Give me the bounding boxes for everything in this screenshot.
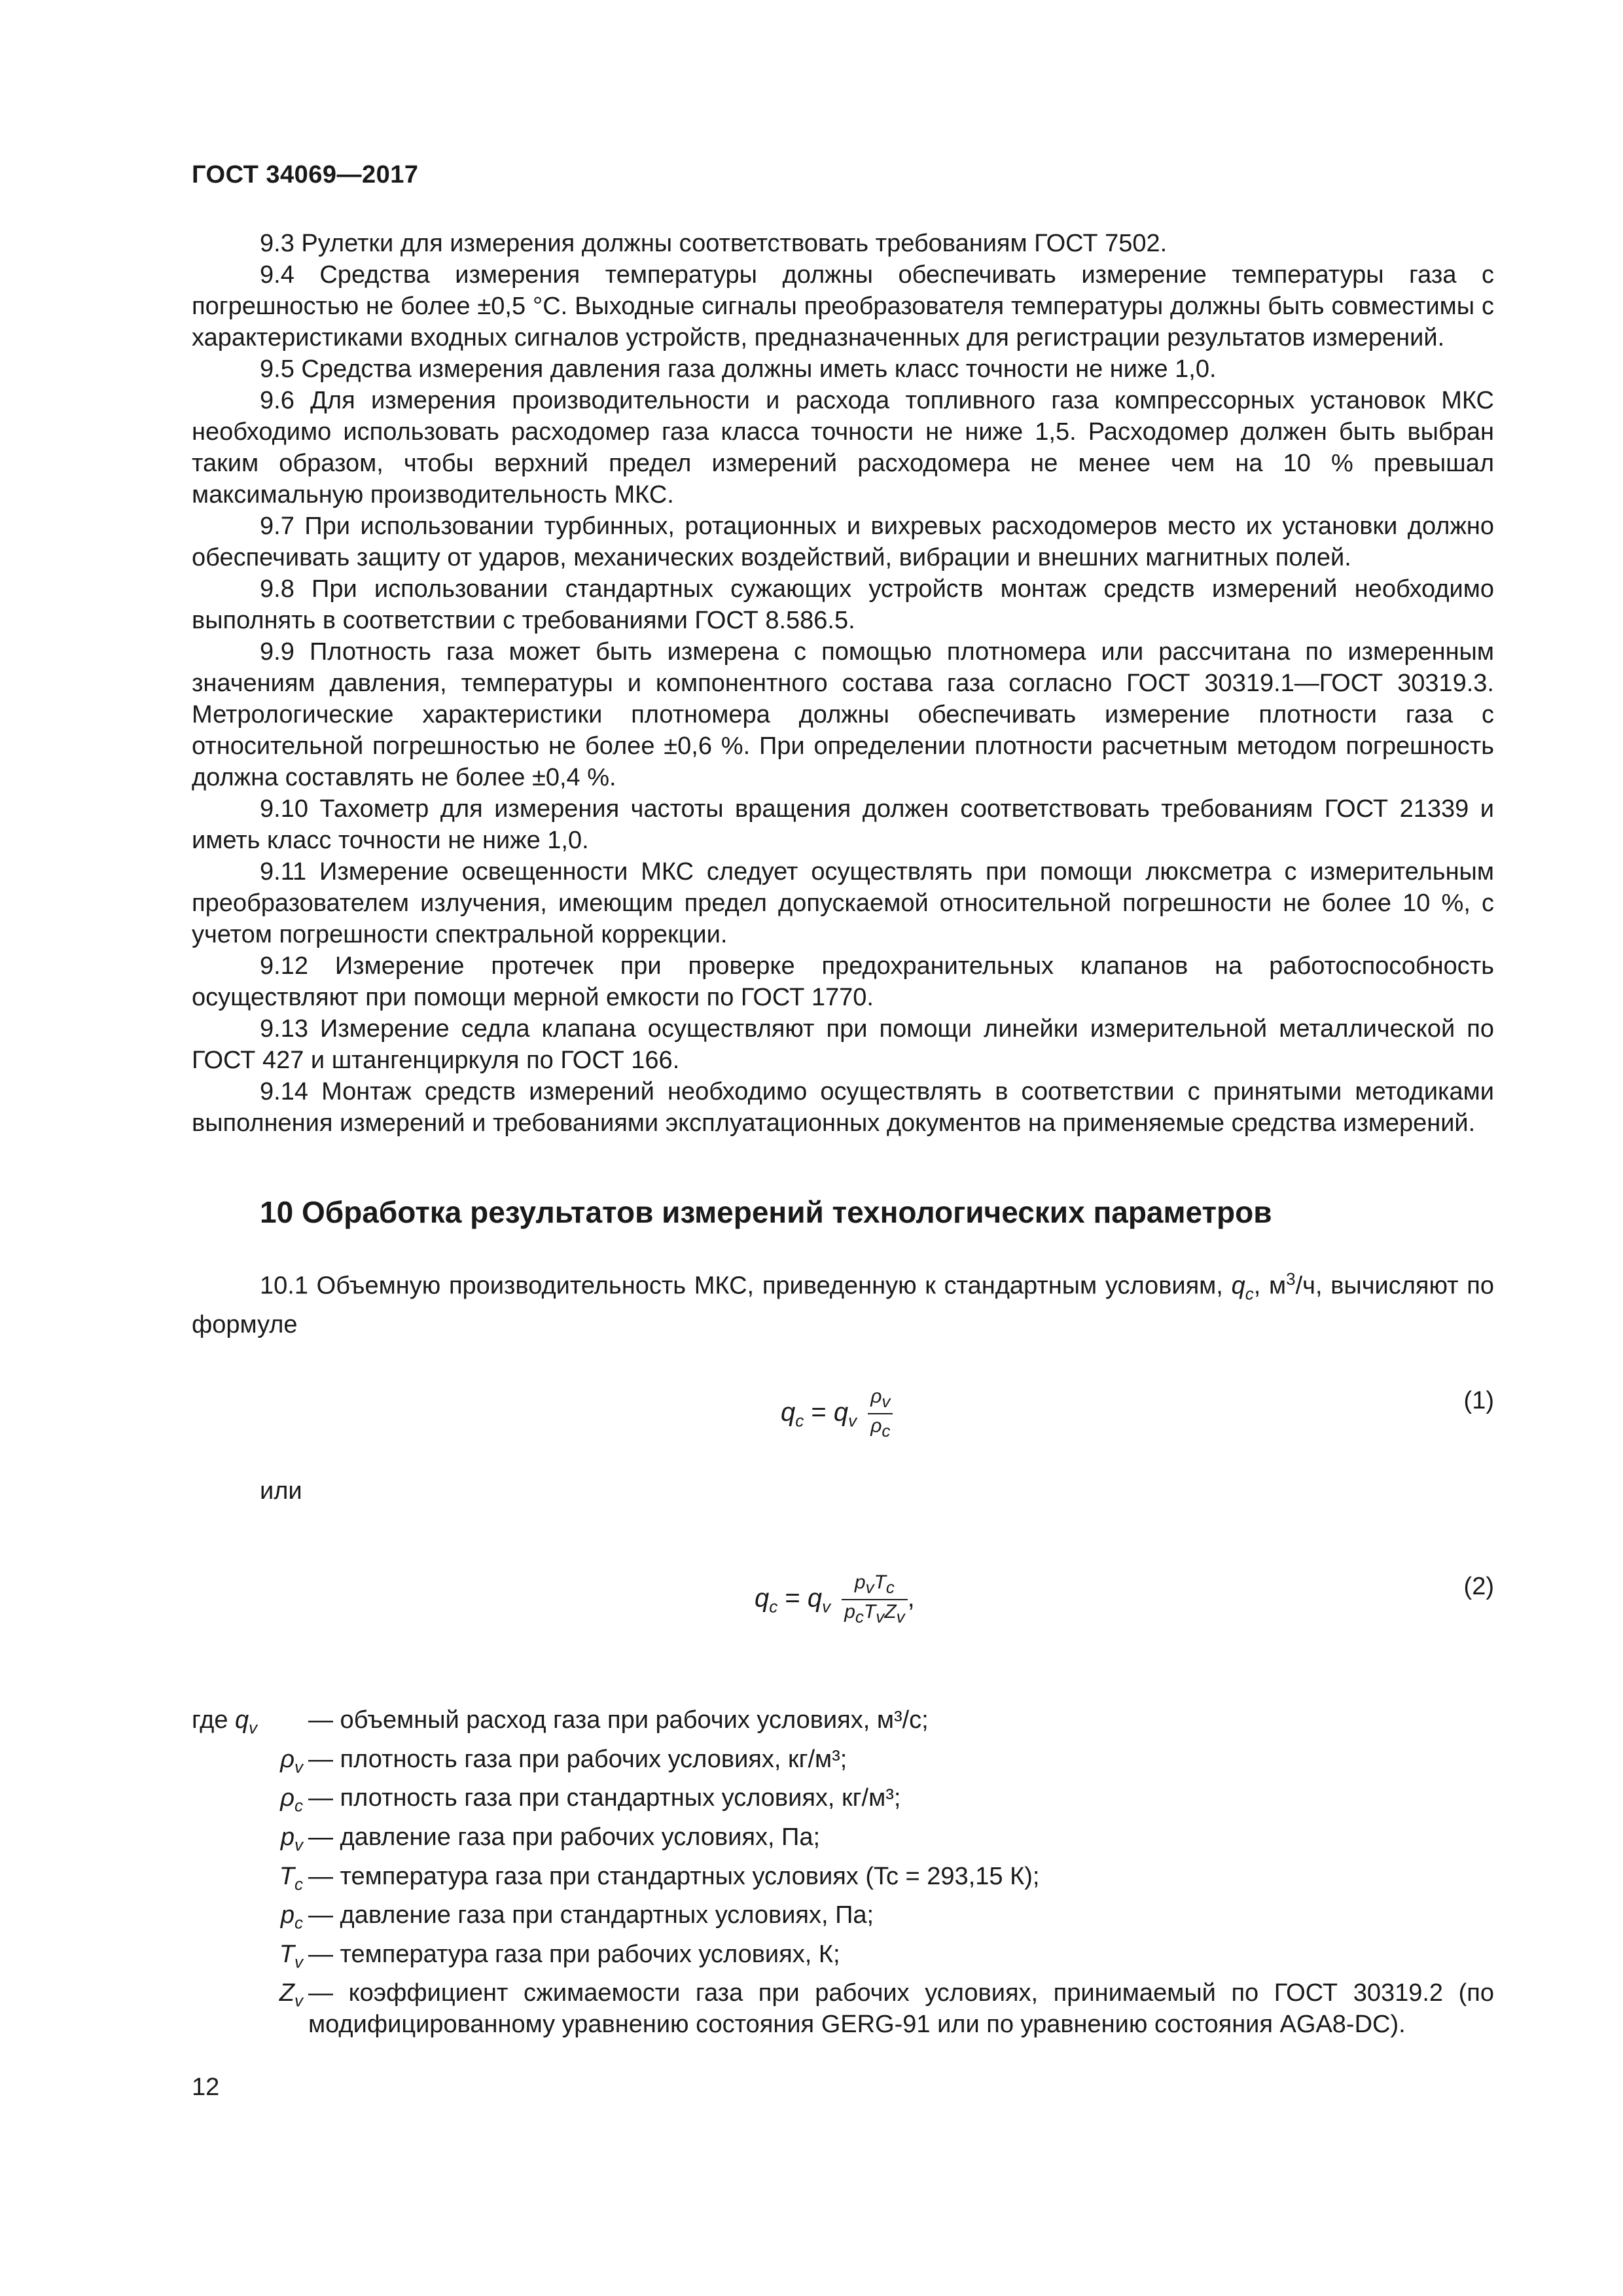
paragraph-10-1-sup: 3 [1286, 1269, 1296, 1289]
formula-2-num-a: p [854, 1571, 866, 1594]
formula-2-number: (2) [1463, 1573, 1494, 1601]
formula-2-denominator [842, 1600, 907, 1628]
formula-2-q: q [807, 1583, 823, 1613]
formula-2-den-b-sub: v [876, 1607, 885, 1627]
paragraph-9-6: 9.6 Для измерения производительности и расхода топливного газа компрессорных установок МКС необходимо использовать расходомер газа класса точности не ниже 1,5. Расходомер должен быть выбран таким образом, чтобы верхний предел измерений расходомера не менее чем на 10 % превышал максимальную производительность МКС. [192, 387, 1494, 509]
formula-2-num-a-sub: v [865, 1577, 874, 1598]
legend-symbol [192, 1939, 303, 1978]
legend-row [192, 1782, 1494, 1821]
legend-symbol [192, 1782, 303, 1821]
formula-1-fraction [868, 1385, 893, 1443]
legend-sym-char: ρ [280, 1745, 294, 1773]
legend-sym-sub: c [294, 1912, 303, 1933]
legend-row [192, 1704, 1494, 1744]
section-9 [192, 228, 1494, 1139]
legend-row [192, 1977, 1494, 2040]
legend-sym-char: p [280, 1901, 294, 1929]
formula-2-fraction [842, 1571, 907, 1628]
formula-1-q: q [833, 1397, 849, 1427]
formula-2-comma: , [907, 1583, 915, 1613]
formula-1-num-sym: ρ [870, 1386, 882, 1408]
paragraph-9-14: 9.14 Монтаж средств измерений необходимо осуществлять в соответствии с принятыми методиками выполнения измерений и требованиями эксплуатационных документов на применяемые средства измерений. [192, 1078, 1494, 1137]
legend-symbol [192, 1821, 303, 1861]
paragraph-9-5: 9.5 Средства измерения давления газа должны иметь класс точности не ниже 1,0. [260, 355, 1217, 383]
legend-sym-char: ρ [280, 1784, 294, 1812]
legend-description: — давление газа при рабочих условиях, Па; [308, 1823, 821, 1852]
paragraph-9-4: 9.4 Средства измерения температуры должны обеспечивать измерение температуры газа с погрешностью не более ±0,5 °С. Выходные сигналы преобразователя температуры должны быть совместимы с характеристиками входных сигналов устройств, предназначенных для регистрации результатов измерений. [192, 261, 1494, 351]
formula-1-number: (1) [1463, 1387, 1494, 1415]
formula-2-den-a-sub: c [855, 1607, 864, 1627]
legend-sym-sub: v [294, 1952, 303, 1972]
paragraph-9-3: 9.3 Рулетки для измерения должны соответствовать требованиям ГОСТ 7502. [260, 230, 1168, 257]
legend-sym-sub: v [294, 1991, 303, 2011]
document-body [192, 228, 1494, 2040]
formula-2-num-b: T [874, 1571, 886, 1594]
or-text: или [260, 1477, 302, 1505]
formula-1-den-sub: c [882, 1421, 891, 1441]
legend-description: — объемный расход газа при рабочих условиях, м³/с; [308, 1706, 929, 1734]
paragraph-9-9: 9.9 Плотность газа может быть измерена с помощью плотномера или рассчитана по измеренным значениям давления, температуры и компонентного состава газа согласно ГОСТ 30319.1—ГОСТ 30319.3. Метрологические характеристики плотномера должны обеспечивать измерение плотности газа с относительной погрешностью не более ±0,6 %. При определении плотности расчетным методом погрешность должна составлять не более ±0,4 %. [192, 638, 1494, 791]
legend-description: — плотность газа при стандартных условиях, кг/м³; [308, 1784, 901, 1812]
legend-symbol [192, 1977, 303, 2040]
legend-sym-sub: c [294, 1796, 303, 1816]
formula-1-lhs-sub: c [795, 1410, 804, 1431]
paragraph-10-1-text-a: 10.1 Объемную производительность МКС, приведенную к стандартным условиям, [260, 1272, 1232, 1300]
paragraph-9-8: 9.8 При использовании стандартных сужающих устройств монтаж средств измерений необходимо выполнять в соответствии с требованиями ГОСТ 8.586.5. [192, 575, 1494, 634]
legend-row [192, 1821, 1494, 1861]
legend-sym-sub: c [294, 1874, 303, 1894]
legend-row [192, 1939, 1494, 1978]
formula-2-lhs: q [755, 1583, 770, 1613]
legend-row [192, 1899, 1494, 1939]
formula-1-num-sub: v [882, 1391, 891, 1412]
legend-description: — плотность газа при рабочих условиях, кг/м³; [308, 1745, 847, 1773]
paragraph-9-12: 9.12 Измерение протечек при проверке предохранительных клапанов на работоспособность осуществляют при помощи мерной емкости по ГОСТ 1770. [192, 952, 1494, 1011]
formula-1 [192, 1372, 1494, 1450]
formula-1-numerator [868, 1385, 893, 1414]
legend-symbol [192, 1744, 303, 1783]
legend-sym-char: T [279, 1862, 294, 1890]
formula-2-expression [755, 1571, 915, 1628]
legend-description: — температура газа при стандартных условиях (Tc = 293,15 К); [308, 1862, 1040, 1890]
legend-sym-char: q [235, 1706, 249, 1734]
page-number: 12 [192, 2073, 220, 2101]
legend-symbol [192, 1899, 303, 1939]
legend-sym-sub: v [294, 1757, 303, 1777]
symbol-legend [192, 1704, 1494, 2040]
formula-1-den-sym: ρ [870, 1415, 882, 1437]
formula-2-numerator [842, 1571, 907, 1600]
formula-2-den-c-sub: v [896, 1607, 905, 1627]
paragraph-9-7: 9.7 При использовании турбинных, ротационных и вихревых расходомеров место их установки должно обеспечивать защиту от ударов, механических воздействий, вибрации и внешних магнитных полей. [192, 512, 1494, 571]
formula-2-den-c: Z [884, 1601, 897, 1623]
paragraph-9-10: 9.10 Тахометр для измерения частоты вращения должен соответствовать требованиям ГОСТ 21339 и иметь класс точности не ниже 1,0. [192, 795, 1494, 854]
legend-sym-char: p [280, 1823, 294, 1852]
formula-2-den-a: p [844, 1601, 855, 1623]
legend-sym-sub: v [294, 1835, 303, 1855]
legend-row [192, 1744, 1494, 1783]
paragraph-9-11: 9.11 Измерение освещенности МКС следует осуществлять при помощи люксметра с измерительным преобразователем излучения, имеющим предел допускаемой относительной погрешности не более 10 %, с учетом погрешности спектральной коррекции. [192, 858, 1494, 948]
formula-1-denominator [868, 1414, 893, 1443]
formula-2 [192, 1558, 1494, 1636]
paragraph-10-1-text-b: , м [1253, 1272, 1287, 1300]
paragraph-10-1-symbol: q [1231, 1272, 1245, 1300]
legend-symbol [192, 1704, 303, 1744]
legend-lead: где [192, 1706, 236, 1734]
formula-2-lhs-sub: c [769, 1596, 778, 1617]
formula-2-equals: = [777, 1583, 808, 1613]
paragraph-10-1-text-c: /ч, вычисляют по формуле [192, 1272, 1495, 1339]
legend-sym-char: Z [279, 1979, 294, 2007]
legend-symbol [192, 1861, 303, 1900]
formula-1-lhs: q [781, 1397, 796, 1427]
legend-description: — давление газа при стандартных условиях, Па; [308, 1901, 874, 1929]
paragraph-10-1-symbol-sub: c [1245, 1283, 1254, 1304]
legend-description: — коэффициент сжимаемости газа при рабочих условиях, принимаемый по ГОСТ 30319.2 (по модифицированному уравнению состояния GERG-91 или по уравнению состояния AGA8-DC). [308, 1979, 1494, 2039]
formula-1-expression [781, 1385, 893, 1443]
legend-sym-char: T [279, 1940, 294, 1968]
legend-description: — температура газа при рабочих условиях, К; [308, 1940, 840, 1968]
legend-sym-sub: v [249, 1717, 258, 1738]
paragraph-9-13: 9.13 Измерение седла клапана осуществляют при помощи линейки измерительной металлической по ГОСТ 427 и штангенциркуля по ГОСТ 166. [192, 1015, 1494, 1074]
formula-1-equals: = [804, 1397, 834, 1427]
formula-2-num-b-sub: c [885, 1577, 895, 1598]
formula-2-q-sub: v [822, 1596, 831, 1617]
formula-2-den-b: T [863, 1601, 876, 1623]
document-header: ГОСТ 34069—2017 [192, 161, 419, 188]
formula-1-q-sub: v [848, 1410, 857, 1431]
legend-row [192, 1861, 1494, 1900]
section-10-title: 10 Обработка результатов измерений технологических параметров [260, 1195, 1272, 1229]
paragraph-10-1 [192, 1263, 1494, 1340]
